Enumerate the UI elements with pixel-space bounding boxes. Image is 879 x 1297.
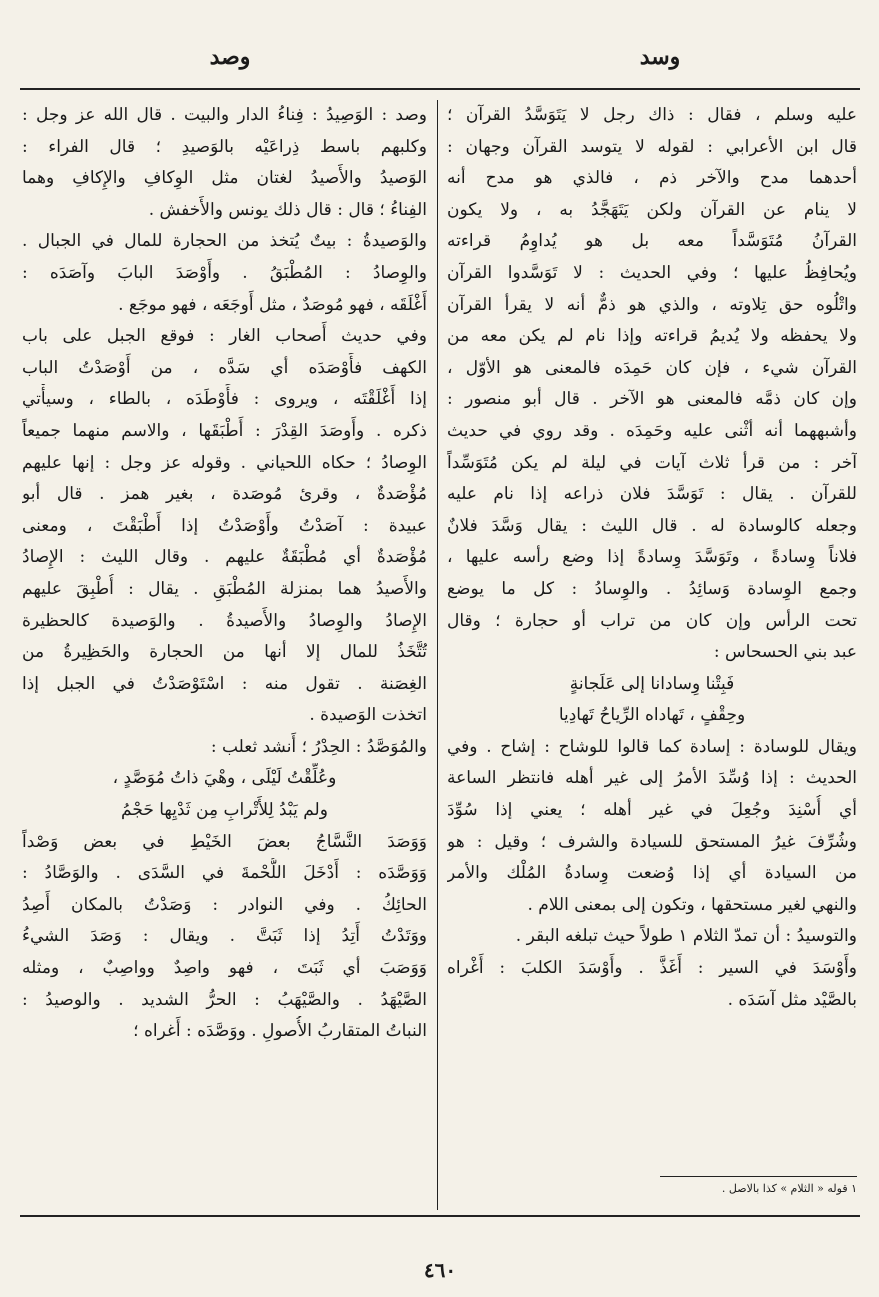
text-line: وأشبههما أنه أثْنى عليه وحَمِدَه . وقد روي في حديث [447, 420, 857, 441]
text-line: اتخذت الوَصيدة . [309, 705, 427, 726]
text-line: واتْلُوه حق تِلاوته ، والذي هو ذمٌّ أنه لا يقرأ القرآن [447, 294, 857, 315]
text-line: فلاناً وِسادةً ، وتَوَسَّدَ وِسادةً إذا وضع رأسه عليها ، [447, 547, 857, 568]
text-line: وإن كان ذمَّه فالمعنى هو الآخر . قال أبو منصور : [447, 389, 857, 410]
text-line: وَوَصَبَ أي ثَبَتَ ، فهو واصِدٌ وواصِبٌ ، ومثله [22, 958, 427, 979]
left-column [22, 100, 427, 1048]
column-divider [437, 100, 438, 1210]
text-line: والمُوَصَّدُ : الحِدْرُ ؛ أَنشد ثعلب : [210, 736, 427, 757]
text-line: الحائِكُ . وفي النوادر : وَصَدْتُ بالمكان أَصِدُ [22, 894, 427, 915]
text-line: ووَتَدْتُ أَتِدُ إذا ثَبَتَّ . ويقال : وَصَدَ الشيءُ [22, 926, 427, 947]
header-rule [20, 88, 860, 90]
text-line: القرآن شيء ، فإن كان حَمِدَه فالمعنى هو الأوّل ، [447, 357, 857, 378]
text-line: إذا أَغْلَقْتَه ، ويروى : فأَوْطَدَه ، بالطاء ، وسيأْتي [22, 389, 427, 410]
text-line: أَغْلَقَه ، فهو مُوصَدٌ ، مثل أَوجَعَه ، فهو موجَع . [118, 294, 427, 315]
text-line: وشُرِّفَ غيرُ المستحق للسيادة والشرف ؛ وقيل : هو [447, 831, 857, 852]
text-line: وَوَصَدَ النَّسَّاجُ بعضَ الخَيْطِ في بعض وَصْداً [22, 831, 427, 852]
right-column [447, 100, 857, 1016]
text-line: أحدهما مدح والآخر ذم ، فالذي هو مدح أنه [447, 168, 857, 189]
text-line: الإِصادُ والوِصادُ والأَصيدةُ . والوَصيدة كالحظيرة [22, 610, 427, 631]
text-line: الوَصيدُ والأَصيدُ لغتان مثل الوِكافِ والإِكافِ وهما [22, 168, 427, 189]
text-line: مُؤْصَدةٌ أي مُطْبَقَةٌ عليهم . وقال الليث : الإِصادُ [22, 547, 427, 568]
text-line: وعُلِّقْتُ لَيْلَى ، وهْيَ ذاتُ مُوَصَّدٍ ، [112, 768, 337, 789]
text-line: ولم يَبْدُ لِلأَتْرابِ مِن ثَدْيِها حَجْمُ [121, 800, 328, 821]
text-line: الحديث : إذا وُسِّدَ الأمرُ إلى غير أهله فانتظر الساعة [447, 768, 857, 789]
running-head-right: وسد [639, 44, 681, 70]
text-line: للقرآن . يقال : تَوَسَّدَ فلان ذراعه إذا نام عليه [447, 484, 857, 505]
text-line: وكلبهم باسط ذِراعَيْه بالوَصيدِ ؛ قال الفراء : [22, 136, 427, 157]
text-line: الوِصادُ ؛ حكاه اللحياني . وقوله عز وجل : إنها عليهم [22, 452, 427, 473]
text-line: آخر : من قرأ ثلاث آيات في ليلة لم يكن مُتَوَسِّداً [447, 452, 857, 473]
text-line: عليه وسلم ، فقال : ذاك رجل لا يَتَوَسَّدُ القرآن ؛ [447, 105, 857, 125]
footnote-rule [660, 1176, 857, 1177]
text-line: ولا يحفظه ولا يُديمُ قراءته وإذا نام لم يكن معه من [447, 326, 857, 347]
text-line: والأَصيدُ هما بمنزلة المُطْبَقِ . يقال : أُطْبِقَ عليهم [22, 578, 427, 599]
text-line: وفي حديث أَصحاب الغار : فوقع الجبل على باب [22, 326, 427, 347]
text-line: فَبِتْنا وِسادانا إلى عَلَجانةٍ [569, 673, 735, 694]
footnote: ١ قوله « الثلام » كذا بالاصل . [721, 1182, 857, 1195]
text-line: الفِناءُ ؛ قال : قال ذلك يونس والأَخفش . [148, 199, 427, 220]
text-line: والوِصادُ : المُطْبَقُ . وأَوْصَدَ البابَ وآصَدَه : [22, 262, 427, 283]
text-line: وجعله كالوسادة له . قال الليث : يقال وَسَّدَ فلانٌ [447, 515, 857, 536]
text-line: تحت الرأس وإن كان من تراب أو حجارة ؛ وقال [447, 610, 857, 631]
text-line: والنهي لغير مستحقها ، وتكون إلى بمعنى اللام . [527, 894, 857, 915]
text-line: عبيدة : آصَدْتُ وأَوْصَدْتُ إذا أَطْبَقْتَ ، ومعنى [22, 515, 427, 536]
text-line: تُتَّخَذُ للمال إلا أنها من الحجارة والحَظِيرةُ من [22, 642, 427, 663]
text-line: ويقال للوسادة : إسادة كما قالوا للوشاح : إشاح . وفي [447, 736, 857, 757]
text-line: مُؤْصَدةٌ ، وقرئ مُوصَدة ، بغير همز . قال أبو [22, 484, 427, 505]
text-line: قال ابن الأعرابي : لقوله لا يتوسد القرآن وجهان : [447, 136, 857, 157]
text-line: الصَّيْهَدُ . والصَّيْهَبُ : الحرُّ الشديد . والوصيدُ : [22, 989, 427, 1010]
text-line: وَوَصَّدَه : أَدْخَلَ اللُّحْمةَ في السَّدَى . والوَصَّادُ : [22, 863, 427, 884]
text-line: وأَوْسَدَ في السير : أَغَذَّ . وأَوْسَدَ الكلبَ : أَغْراه [447, 958, 857, 979]
text-line: والوَصيدةُ : بيتٌ يُتخذ من الحجارة للمال في الجبال . [22, 231, 427, 252]
text-line: الكهف فأَوْصَدَه أي سَدَّه ، من أَوْصَدْتُ الباب [22, 357, 427, 378]
text-line: أي أُسْنِدَ وجُعِلَ في غير أهله ؛ يعني إذا سُوِّدَ [447, 800, 857, 821]
text-line: وجمع الوِسادة وَسائِدُ . والوِسادُ : كل ما يوضع [447, 578, 857, 599]
footer-rule [20, 1215, 860, 1217]
text-line: القرآنُ مُتَوَسَّداً معه بل هو يُداوِمُ قراءته [447, 231, 857, 252]
text-line: والتوسيدُ : أن تمدّ الثلام ١ طولاً حيث تبلغه البقر . [515, 926, 857, 947]
text-line: وحِقْفٍ ، تَهاداه الرِّياحُ تَهادِيا [558, 705, 746, 726]
text-line: من السيادة أي إذا وُضعت وِسادةُ المُلْك والأمر [447, 863, 857, 884]
page-number: ٤٦٠ [423, 1258, 457, 1282]
text-line: لا ينام عن القرآن ولكن يَتَهَجَّدُ به ، ولا يكون [447, 199, 857, 220]
text-line: وصد : الوَصِيدُ : فِناءُ الدار والبيت . قال الله عز وجل : [22, 105, 427, 125]
running-head-left: وصد [209, 44, 251, 70]
text-line: بالصَّيْد مثل آسَدَه . [727, 989, 857, 1010]
text-line: النباتُ المتقاربُ الأُصولِ . ووَصَّدَه : أَغراه ؛ [133, 1021, 427, 1042]
text-line: ويُحافِظُ عليها ؛ وفي الحديث : لا تَوَسَّدوا القرآن [447, 262, 857, 283]
text-line: الغِصَنة . تقول منه : اسْتَوْصَدْتُ في الجبل إذا [22, 673, 427, 694]
text-line: عبد بني الحسحاس : [713, 642, 857, 663]
text-line: ذكره . وأَوصَدَ القِدْرَ : أَطْبَقَها ، والاسم منهما جميعاً [22, 420, 427, 441]
